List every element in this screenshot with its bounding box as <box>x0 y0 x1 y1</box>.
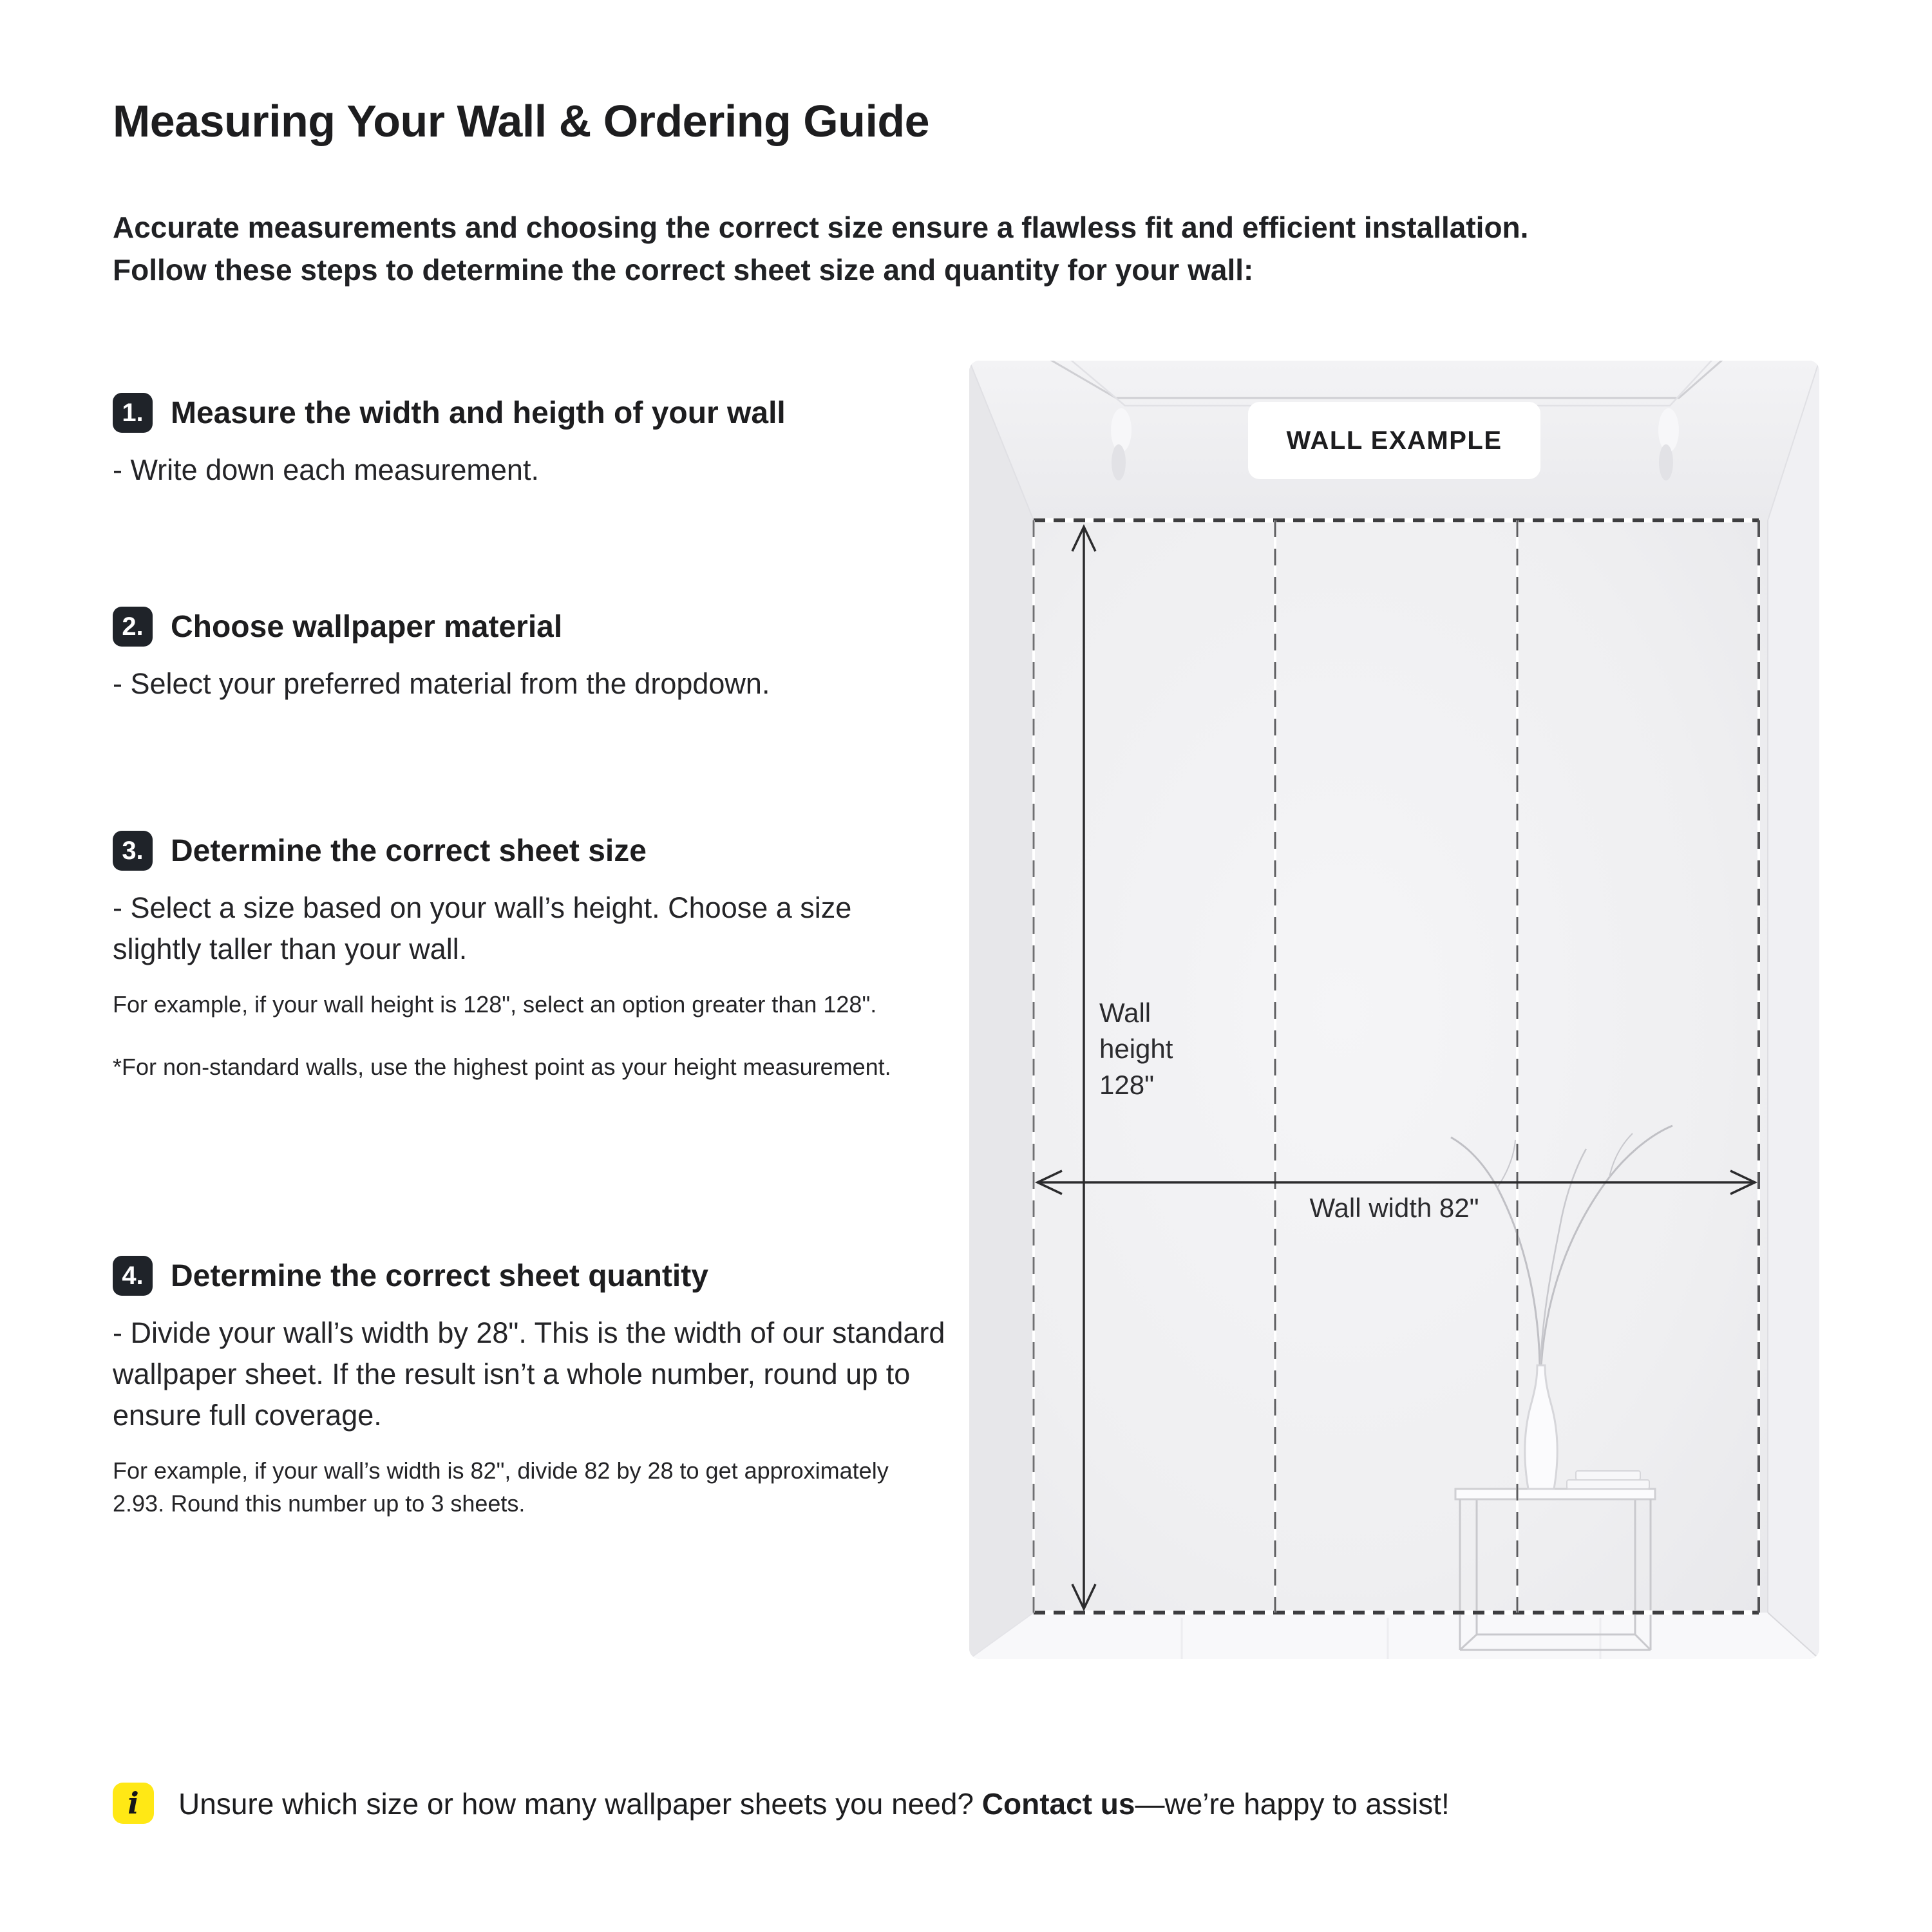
contact-us-link[interactable]: Contact us <box>981 1787 1135 1821</box>
step-4-number-badge: 4. <box>113 1256 153 1296</box>
step-1-body: - Write down each measurement. <box>113 453 539 486</box>
step-4-header <box>113 1256 979 1296</box>
footer-prefix: Unsure which size or how many wallpaper sheets you need? <box>178 1787 982 1821</box>
step-2-number-badge: 2. <box>113 607 153 647</box>
intro-text <box>113 206 1528 291</box>
info-icon: i <box>113 1783 154 1824</box>
wall-example-badge <box>1248 402 1540 479</box>
step-1-number-badge: 1. <box>113 393 153 433</box>
step-2-body: - Select your preferred material from the dropdown. <box>113 667 770 700</box>
room-structure <box>969 361 1819 1659</box>
wall-example-badge-label: WALL EXAMPLE <box>1286 426 1502 455</box>
wall-example-photo <box>969 361 1819 1659</box>
step-3 <box>113 831 979 1083</box>
step-4-body: - Divide your wall’s width by 28". This is the width of our standard wallpaper sheet. If the result isn’t a whole number, round up to ensure full coverage. <box>113 1316 945 1432</box>
step-3-example: For example, if your wall height is 128", select an option greater than 128". <box>113 991 877 1018</box>
intro-line-1: Accurate measurements and choosing the correct size ensure a flawless fit and efficient installation. <box>113 211 1529 244</box>
intro-line-2: Follow these steps to determine the correct sheet size and quantity for your wall: <box>113 253 1254 287</box>
step-3-header <box>113 831 979 871</box>
step-4-title: Determine the correct sheet quantity <box>171 1258 708 1293</box>
wall-width-label: Wall width 82" <box>1309 1193 1479 1223</box>
step-3-body: - Select a size based on your wall’s height. Choose a size slightly taller than your wall. <box>113 891 852 965</box>
step-2-header <box>113 607 979 647</box>
step-2 <box>113 607 979 705</box>
step-1 <box>113 393 979 491</box>
footer-suffix: —we’re happy to assist! <box>1135 1787 1450 1821</box>
step-4-example: For example, if your wall’s width is 82", divide 82 by 28 to get approximately 2.93. Round this number up to 3 sheets. <box>113 1457 889 1517</box>
room-illustration <box>969 361 1819 1659</box>
step-1-header <box>113 393 979 433</box>
step-3-note: *For non-standard walls, use the highest point as your height measurement. <box>113 1054 891 1080</box>
step-3-title: Determine the correct sheet size <box>171 833 647 868</box>
footer-note <box>113 1781 1450 1824</box>
wall-height-label: Wall height 128" <box>1099 998 1173 1100</box>
step-2-title: Choose wallpaper material <box>171 609 563 644</box>
step-3-number-badge: 3. <box>113 831 153 871</box>
step-4 <box>113 1256 979 1520</box>
step-1-title: Measure the width and heigth of your wall <box>171 395 786 430</box>
page-title: Measuring Your Wall & Ordering Guide <box>113 96 930 146</box>
footer-text <box>178 1781 1450 1821</box>
